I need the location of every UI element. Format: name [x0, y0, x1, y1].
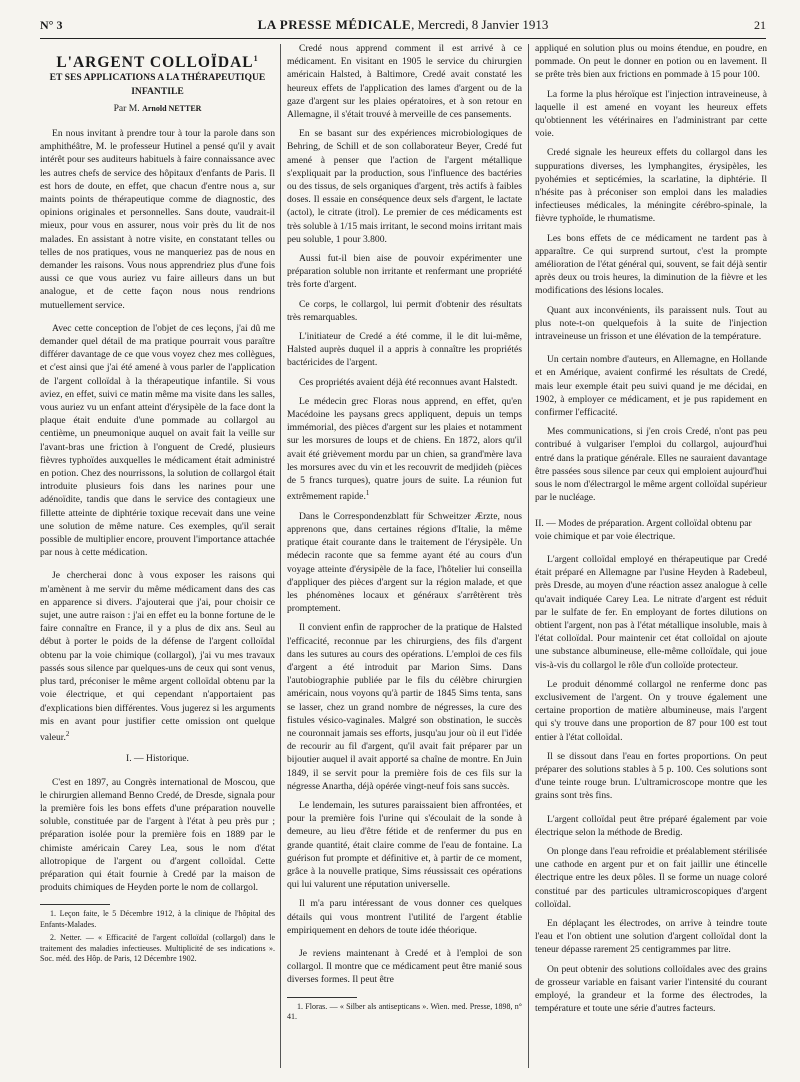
- paragraph: Dans le Correspondenzblatt für Schweitzer Ærzte, nous apprenons que, dans certaines régions d'Italie, la même pratique était courante dans le traitement de l'érysipèle. Un médecin raconte que sa femme ayant été au cours d'un voyage atteinte d'érysipèle de la face, l'hôtelier lui conseilla d'appliquer des pièces d'argent sur la région malade, et que les phénomènes locaux et généraux s'arrêtèrent très promptement.: [287, 510, 522, 615]
- paragraph: Il convient enfin de rapprocher de la pratique de Halsted l'efficacité, reconnue par les chirurgiens, des fils d'argent dans les sutures au cours des opérations. L'emploi de ces fils d'argent a été introduit par Marion Sims. Dans l'autobiographie publiée par le fils du célèbre chirurgien américain, nous voyons qu'à partir de 1845 Sims tenta, sans se lasser, chez un grand nombre de négresses, la cure des fistules vésico-vaginales. Malgré son obstination, le succès ne couronnait jamais ses efforts, jusqu'au jour où il eut l'idée de recourir au fil d'argent, qu'il avait fait préparer par un bijoutier auquel il avait apporté sa chaîne de montre. En Juin 1849, il se servit pour la première fois de ces fils sur la négresse Anartha, déjà opérée vingt-neuf fois sans succès.: [287, 622, 522, 792]
- section-heading: II. — Modes de préparation. Argent colloïdal obtenu par voie chimique et par voie électrique.: [535, 517, 752, 542]
- column-rule: [280, 44, 281, 1068]
- paragraph: Les bons effets de ce médicament ne tardent pas à apparaître. Ce qui surprend surtout, c'est la prompte amélioration de l'état général qui, souvent, se fait déjà sentir après deux ou trois heures, la diminution de la fièvre et les modifications des lésions locales.: [535, 232, 767, 297]
- paragraph: Ces propriétés avaient déjà été reconnues avant Halstedt.: [299, 376, 518, 388]
- paragraph: Credé nous apprend comment il est arrivé à ce médicament. En visitant en 1905 le service du chirurgien américain Halsted, à Baltimore, Credé avait constaté les heureux effets de l'application des lames d'argent ou de la gaze d'argent sur les plaies opératoires, et à son retour en Allemagne, il s'était trouvé à merveille de ces pansements.: [287, 43, 522, 121]
- article-title: L'ARGENT COLLOÏDAL$^1$: [56, 54, 259, 72]
- footnote-rule: [40, 904, 110, 905]
- page-number: 21: [754, 18, 766, 32]
- footnote-rule: [287, 997, 357, 998]
- paragraph: Je reviens maintenant à Credé et à l'emploi de son collargol. Il montre que ce médicament peut être manié sous diverses formes. Il peut être: [287, 947, 522, 986]
- page-header: [40, 16, 766, 39]
- paragraph: L'initiateur de Credé a été comme, il le dit lui-même, Halsted auprès duquel il a appris à connaître les propriétés bactéricides de l'argent.: [287, 331, 522, 369]
- footnote: 1. Leçon faite, le 5 Décembre 1912, à la clinique de l'hôpital des Enfants-Malades.: [40, 909, 275, 929]
- paragraph: C'est en 1897, au Congrès international de Moscou, que le chirurgien allemand Benno Credé, de Dresde, signala pour la première fois les bons effets d'une préparation nouvelle soluble, constituée par de l'argent à l'état à peu près pur ; préparation isolée pour la première fois en 1889 par le chimiste américain Carey Lea, sous le nom d'état allotropique de l'argent ou d'argent colloïdal. Cette préparation qui était fournie à Credé par la maison de produits chimiques de Heyden porte le nom de collargol.: [40, 776, 275, 894]
- footnote-ref: 1: [253, 54, 259, 63]
- paragraph: Un certain nombre d'auteurs, en Allemagne, en Hollande et en Amérique, avaient confirmé les résultats de Credé, mais leur exemple était peu suivi quand je me décidai, en 1902, à employer ce médicament, et je pus rapidement en confirmer l'efficacité.: [535, 354, 767, 419]
- section-heading: I. — Historique.: [126, 753, 189, 765]
- paragraph: Aussi fut-il bien aise de pouvoir expérimenter une préparation soluble non irritante et renfermant une propriété très forte d'argent.: [287, 253, 522, 291]
- running-title: [40, 17, 766, 33]
- paragraph: Il m'a paru intéressant de vous donner ces quelques détails qui vous montrent l'utilité de l'argent établie empiriquement en dehors de toute idée théorique.: [287, 898, 522, 936]
- paragraph: L'argent colloïdal employé en thérapeutique par Credé était préparé en Allemagne par l'usine Heyden à Radebeul, près Dresde, au moyen d'une réaction assez analogue à celle qu'avait indiquée Carey Lea. Le nitrate d'argent est réduit par le sulfate de fer. En employant de fortes dilutions on obtient l'argent, non pas à l'état métallique insoluble, mais à l'état colloïdal. Pour maintenir cet état colloïdal on ajoute une substance albumineuse, elle-même colloïdale, qui joue vis-à-vis du collargol le rôle d'un colloïde protecteur.: [535, 553, 767, 671]
- paragraph: Mes communications, si j'en crois Credé, n'ont pas peu contribué à vulgariser l'emploi du collargol, aujourd'hui entré dans la pratique générale. Elles ne sauraient davantage être passées sous silence par ceux qui emploient aujourd'hui sous le nom d'électrargol le même argent colloïdal supérieur par le nucléage.: [535, 426, 767, 504]
- paragraph: Le lendemain, les sutures paraissaient bien affrontées, et pour la première fois l'urine qui s'écoulait de la sonde à demeure, au lieu d'être fétide et de renfermer du pus en grande quantité, était claire comme de l'eau de fontaine. La guérison fut prompte et définitive et, à partir de ce moment, grâce à la nouvelle pratique, Sims réussissait ces opérations qui lui valurent une réputation universelle.: [287, 799, 522, 891]
- column-1: [40, 42, 275, 1072]
- issue-number: N° 3: [40, 18, 63, 32]
- paragraph: La forme la plus héroïque est l'injection intraveineuse, à laquelle il est amené en voyant les heureux effets qu'obtiennent les vétérinaires en l'administrant par cette voie.: [535, 88, 767, 140]
- paragraph: Le médecin grec Floras nous apprend, en effet, qu'en Macédoine les paysans grecs appliquent, depuis un temps immémorial, des pièces d'argent sur les plaies et notamment sur les morsures de loups et de chiens. En 1872, alors qu'il avait été grièvement mordu par un chien, sa grand'mère lava les morsures avec du vin et les recouvrit de medjideh (pièces de 5 francs turques), quatre jours de suite. La réunion fut extrêmement rapide.$^1$: [287, 395, 522, 503]
- paragraph: Il se dissout dans l'eau en fortes proportions. On peut préparer des solutions stables à 5 p. 100. Ces solutions sont d'une teinte rouge brun. L'ultramicroscope montre que les grains sont très fins.: [535, 750, 767, 802]
- column-rule: [528, 44, 529, 1068]
- paragraph: L'argent colloïdal peut être préparé également par voie électrique selon la méthode de Bredig.: [535, 813, 767, 838]
- footnote: 2. Netter. — « Efficacité de l'argent colloïdal (collargol) dans le traitement des maladies infectieuses. Multiplicité de ses indications ». Soc. méd. des Hôp. de Paris, 12 Décembre 1902.: [40, 933, 275, 964]
- paragraph: appliqué en solution plus ou moins étendue, en poudre, en pommade. On peut le donner en potion ou en lavement. Il se prête très bien aux frictions en pommade à 15 pour 100.: [535, 43, 767, 81]
- footnote-ref: 2: [65, 729, 70, 738]
- column-3: [535, 42, 767, 1072]
- paragraph: Je chercherai donc à vous exposer les raisons qui m'amènent à me servir du même médicament dans des cas en apparence si divers. J'ajouterai que j'ai, pour choisir ce sujet, une autre raison : j'ai en effet eu la bonne fortune de le faire connaître en France, il y a plus de dix ans. Seul au début à porter le poids de la défense de l'argent colloïdal obtenu par la voie chimique (collargol), j'ai vu mes travaux passés sous silence par quelques-uns de ceux qui sont venus, plus tard, préconiser le même argent colloïdal obtenu par la voie électrique, et qui cependant n'apportaient pas d'explications bien différentes. Vous jugerez si les arguments mis en avant pour justifier cette omission ont quelque valeur.$^2$: [40, 570, 275, 744]
- journal-name: LA PRESSE MÉDICALE: [257, 17, 412, 32]
- article-author: Par M. Arnold NETTER: [113, 102, 202, 114]
- paragraph: Avec cette conception de l'objet de ces leçons, j'ai dû me demander quel détail de ma pratique pourrait vous paraître différer davantage de ce que vous voyez chez mes collègues, et c'est ainsi que j'ai été amené à vous parler de l'application de l'argent colloïdal à la thérapeutique infantile. Si vous aviez, en effet, suivi ce matin même ma visite dans les salles, vous auriez vu un enfant atteint d'érysipèle de la face dont la plaque était enduite d'une pommade au collargol au centième, un pneumonique auquel on avait fait la veille sur l'avant-bras une friction à l'onguent de Credé, plusieurs fièvres typhoïdes auxquelles le médicament était administré en potion. Chez des nourrissons, la solution de collargol était introduite plusieurs fois dans les narines pour une adénoïdite, tandis que dans le service des contagieux une fillette atteinte de diphtérie toxique recevait dans une veine une solution de même nature. Ces exemples, qu'il serait possible de multiplier encore, prouvent l'importance attachée par nous à cette médication.: [40, 322, 275, 559]
- paragraph: En se basant sur des expériences microbiologiques de Behring, de Schill et de son collaborateur Beyer, Credé fut amené à penser que l'action de l'argent métallique s'expliquait par la production, sous l'influence des bactéries ou des tissus, de sels organiques d'argent, très actifs à faibles doses. Il essaie en conséquence deux sels d'argent, le lactate (actol), le citrate (itrol). Le premier de ces médicaments est très soluble à 1/15 mais irritant, le second moins irritant mais peu soluble, 1 pour 3.800.: [287, 128, 522, 245]
- paragraph: On peut obtenir des solutions colloïdales avec des grains de grosseur variable en faisant varier l'intensité du courant employé, la grandeur et la forme des électrodes, la température et toute une série d'autres facteurs.: [535, 963, 767, 1015]
- paragraph: En déplaçant les électrodes, on arrive à teindre toute l'eau et l'on obtient une solution d'argent colloïdal dont la teneur dépasse rarement 25 centigrammes par litre.: [535, 917, 767, 956]
- paragraph: Quant aux inconvénients, ils paraissent nuls. Tout au plus note-t-on quelquefois à la suite de l'injection intraveineuse un frisson et une élévation de la température.: [535, 304, 767, 343]
- article-subtitle: ET SES APPLICATIONS A LA THÉRAPEUTIQUE INFANTILE: [49, 72, 266, 97]
- paragraph: Credé signale les heureux effets du collargol dans les suppurations diverses, les lymphangites, érysipèles, les pyohémies et septicémies, la scarlatine, la diphtérie. Il n'hésite pas à préconiser son emploi dans les maladies infectieuses médicales, la méningite cérébro-spinale, la fièvre typhoïde, le rhumatisme.: [535, 147, 767, 225]
- issue-date: , Mercredi, 8 Janvier 1913: [411, 17, 549, 32]
- column-2: [287, 42, 522, 1072]
- footnote: 1. Floras. — « Silber als antisepticans ». Wien. med. Presse, 1898, n° 41.: [287, 1001, 522, 1022]
- paragraph: Ce corps, le collargol, lui permit d'obtenir des résultats très remarquables.: [287, 298, 522, 323]
- paragraph: En nous invitant à prendre tour à tour la parole dans son amphithéâtre, M. le professeur Hutinel a pensé qu'il y avait intérêt pour ses auditeurs habituels à faire connaissance avec les autres chefs de service des hôpitaux d'enfants de Paris. Il est hors de doute, en effet, que chacun d'entre nous a, sur maints points de thérapeutique comme de diagnostic, des opinions originales et personnelles. Sans doute, vaudrait-il mieux, pour vous en assurer, nous voir près du lit de nos malades. En assistant à notre visite, en constatant telles ou telles de nos pratiques, vous ne manqueriez pas de nous en demander les raisons. Vous nous apprendriez plus d'une fois aussi ce que vous auriez vu faire ailleurs dans un but analogue, et de cette façon nous nous rendrions mutuellement service.: [40, 127, 275, 311]
- paragraph: On plonge dans l'eau refroidie et préalablement stérilisée une cathode en argent pur et on fait jaillir une étincelle électrique entre les deux pôles. Il se forme un nuage coloré constitué par des particules ultramicroscopiques d'argent colloïdal.: [535, 845, 767, 910]
- footnote-ref: 1: [365, 489, 370, 498]
- paragraph: Le produit dénommé collargol ne renferme donc pas exclusivement de l'argent. On y trouve également une certaine proportion de matière albumineuse, mais l'argent qui s'y trouve dans une proportion de 87 pour 100 est tout entier à l'état colloïdal.: [535, 678, 767, 743]
